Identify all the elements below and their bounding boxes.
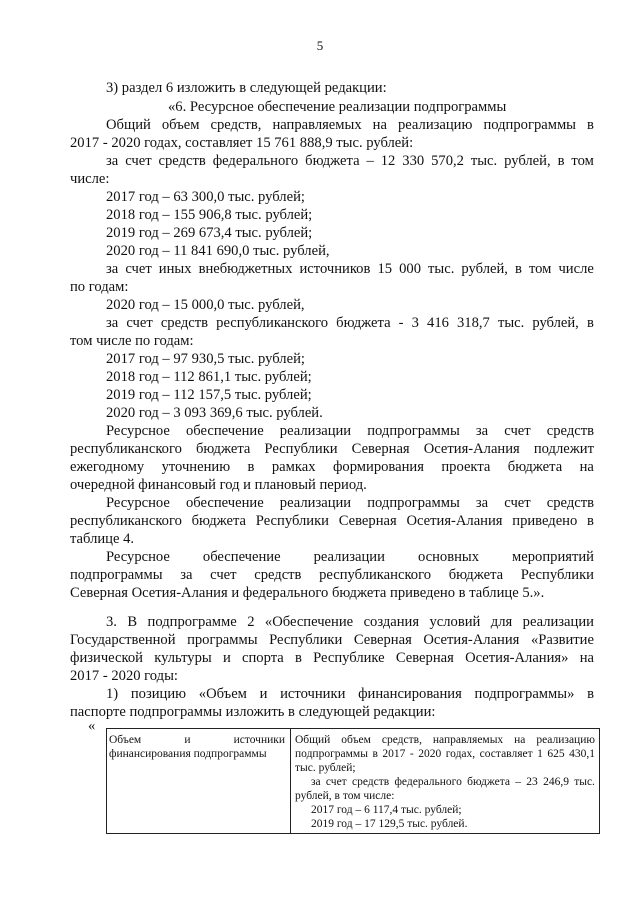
word: внебюджетных bbox=[198, 261, 293, 277]
word: Общий bbox=[106, 117, 151, 133]
word: источники bbox=[233, 734, 285, 746]
word: Северная bbox=[353, 632, 412, 648]
word: в bbox=[587, 513, 594, 529]
text-line bbox=[106, 117, 594, 133]
word: Республики bbox=[264, 441, 338, 457]
word: для bbox=[490, 614, 513, 630]
text-line: 2020 год – 3 093 369,6 тыс. рублей. bbox=[106, 405, 323, 421]
text-line: 2017 год – 97 930,5 тыс. рублей; bbox=[106, 351, 305, 367]
word: программы bbox=[187, 632, 258, 648]
word: 23 bbox=[526, 776, 538, 788]
word: тыс. bbox=[497, 315, 525, 331]
text-line: таблице 4. bbox=[70, 531, 135, 547]
word: направляемых bbox=[432, 734, 504, 746]
text-line: паспорте подпрограммы изложить в следующей редакции: bbox=[70, 704, 436, 720]
word: в bbox=[587, 686, 594, 702]
word: бюджета bbox=[467, 776, 511, 788]
word: реализации bbox=[522, 614, 594, 630]
text-line: 2020 год – 15 000,0 тыс. рублей, bbox=[106, 297, 305, 313]
word: за bbox=[475, 495, 489, 511]
word: и bbox=[184, 734, 191, 746]
word: федерального bbox=[394, 776, 462, 788]
word: в bbox=[587, 117, 594, 133]
word: Республики bbox=[520, 567, 594, 583]
word: 318,7 bbox=[457, 315, 490, 331]
word: проекта bbox=[441, 459, 491, 475]
word: В bbox=[127, 614, 138, 630]
word: - bbox=[398, 315, 404, 331]
word: 12 bbox=[380, 153, 396, 169]
word: годах, bbox=[445, 748, 476, 760]
text-line: числе: bbox=[70, 171, 110, 187]
word: Ресурсное bbox=[106, 549, 170, 565]
word: в bbox=[557, 153, 565, 169]
word: средств bbox=[158, 153, 206, 169]
word: 3. bbox=[106, 614, 117, 630]
word: Республики bbox=[269, 632, 343, 648]
word: Государственной bbox=[70, 632, 176, 648]
word: рублей, bbox=[504, 153, 551, 169]
word: Республике bbox=[313, 650, 385, 666]
word: подпрограммы bbox=[367, 423, 460, 439]
word: за bbox=[106, 261, 119, 277]
word: – bbox=[515, 776, 522, 788]
word: культуры bbox=[154, 650, 212, 666]
word: 2017 bbox=[382, 748, 406, 760]
word: и bbox=[259, 686, 268, 702]
word: реализации bbox=[279, 423, 352, 439]
word: уточнению bbox=[161, 459, 231, 475]
text-line bbox=[70, 650, 594, 666]
text-line bbox=[106, 549, 594, 565]
word: 2 bbox=[247, 614, 255, 630]
word: создания bbox=[363, 614, 420, 630]
word: и bbox=[222, 650, 231, 666]
word: обеспечение bbox=[186, 423, 264, 439]
table-right-line bbox=[295, 747, 595, 761]
word: 246,9 bbox=[543, 776, 569, 788]
word: ежегодному bbox=[70, 459, 145, 475]
word: тыс. bbox=[428, 261, 455, 277]
section-heading: «6. Ресурсное обеспечение реализации подпрограммы bbox=[168, 99, 507, 115]
word: иных bbox=[158, 261, 192, 277]
word: реализации bbox=[313, 549, 385, 565]
word: подпрограммы» bbox=[474, 686, 575, 702]
word: подлежит bbox=[533, 441, 594, 457]
text-line: 2018 год – 155 906,8 тыс. рублей; bbox=[106, 207, 313, 223]
word: позицию bbox=[130, 686, 187, 702]
word: обеспечение bbox=[202, 549, 281, 565]
word: в bbox=[514, 261, 522, 277]
text-line: 2017 - 2020 годах, составляет 15 761 888,9 тыс. рублей: bbox=[70, 135, 414, 151]
word: 1) bbox=[106, 686, 119, 702]
word: 570,2 bbox=[431, 153, 464, 169]
word: республиканского bbox=[70, 513, 182, 529]
word: основных bbox=[417, 549, 480, 565]
word: подпрограммы bbox=[295, 748, 368, 760]
text-line: по годам: bbox=[70, 279, 129, 295]
word: счет bbox=[125, 153, 152, 169]
word: 330 bbox=[402, 153, 425, 169]
word: за bbox=[475, 423, 489, 439]
word: финансирования bbox=[358, 686, 462, 702]
text-line: очередной финансовый год и плановый период. bbox=[70, 477, 367, 493]
table-left-cell bbox=[107, 729, 291, 833]
text-line bbox=[70, 459, 594, 475]
word: рублей, bbox=[461, 261, 508, 277]
word: тыс. bbox=[470, 153, 498, 169]
word: средств bbox=[160, 315, 209, 331]
text-line: 2017 - 2020 годы: bbox=[70, 668, 178, 684]
word: Республики bbox=[255, 513, 329, 529]
word: приведено bbox=[512, 513, 578, 529]
word: спорта bbox=[242, 650, 284, 666]
word: за bbox=[311, 776, 321, 788]
text-line: 3) раздел 6 изложить в следующей редакции: bbox=[106, 80, 387, 96]
word: республиканского bbox=[70, 441, 182, 457]
opening-quote: « bbox=[88, 718, 96, 734]
word: числе bbox=[558, 261, 594, 277]
table-right-line: 2017 год – 6 117,4 тыс. рублей; bbox=[311, 804, 462, 816]
word: счет bbox=[125, 261, 152, 277]
word: счет bbox=[126, 315, 153, 331]
word: реализацию bbox=[397, 117, 473, 133]
word: республиканского bbox=[216, 315, 329, 331]
word: бюджета bbox=[507, 459, 563, 475]
word: счет bbox=[504, 495, 531, 511]
text-line: 2018 год – 112 861,1 тыс. рублей; bbox=[106, 369, 312, 385]
table-right-line: рублей, в том числе: bbox=[295, 790, 395, 802]
word: счет bbox=[210, 567, 237, 583]
text-line bbox=[106, 423, 594, 439]
text-line bbox=[70, 513, 594, 529]
table-right-line bbox=[295, 733, 595, 747]
funding-table bbox=[106, 728, 600, 834]
text-line: 2020 год – 11 841 690,0 тыс. рублей, bbox=[106, 243, 330, 259]
table-right-line bbox=[311, 775, 595, 789]
word: том bbox=[571, 153, 594, 169]
word: Объем bbox=[109, 734, 142, 746]
word: Осетия-Алания bbox=[423, 632, 520, 648]
table-right-line: тыс. рублей; bbox=[295, 762, 356, 774]
word: в bbox=[586, 315, 594, 331]
text-line: 2019 год – 269 673,4 тыс. рублей; bbox=[106, 225, 313, 241]
word: Северная bbox=[338, 513, 397, 529]
text-line: 2017 год – 63 300,0 тыс. рублей; bbox=[106, 189, 305, 205]
word: рамках bbox=[271, 459, 316, 475]
word: бюджета bbox=[336, 315, 391, 331]
word: рублей, bbox=[532, 315, 579, 331]
word: в bbox=[372, 748, 378, 760]
word: – bbox=[366, 153, 374, 169]
word: средств, bbox=[210, 117, 262, 133]
text-line bbox=[106, 686, 594, 702]
word: «Объем bbox=[198, 686, 247, 702]
word: 1 bbox=[537, 748, 543, 760]
text-line bbox=[106, 495, 594, 511]
word: «Обеспечение bbox=[264, 614, 354, 630]
word: условий bbox=[429, 614, 481, 630]
word: 625 bbox=[547, 748, 565, 760]
word: 3 bbox=[411, 315, 419, 331]
word: Северная bbox=[395, 650, 454, 666]
page-number: 5 bbox=[316, 38, 324, 53]
word: подпрограммы bbox=[70, 567, 163, 583]
word: средств bbox=[254, 567, 302, 583]
word: мероприятий bbox=[512, 549, 594, 565]
left-cell-line bbox=[109, 733, 285, 747]
word: средств bbox=[351, 776, 390, 788]
word: на bbox=[514, 734, 526, 746]
word: федерального bbox=[212, 153, 299, 169]
word: на bbox=[579, 459, 594, 475]
word: бюджета bbox=[195, 441, 251, 457]
text-line bbox=[70, 567, 594, 583]
word: 416 bbox=[427, 315, 449, 331]
word: формирования bbox=[332, 459, 424, 475]
word: источников bbox=[299, 261, 371, 277]
text-line bbox=[70, 632, 594, 648]
word: на bbox=[372, 117, 387, 133]
word: 15 bbox=[377, 261, 393, 277]
word: счет bbox=[504, 423, 531, 439]
text-line bbox=[106, 153, 594, 169]
word: 430,1 bbox=[569, 748, 595, 760]
word: за bbox=[180, 567, 193, 583]
word: Общий bbox=[295, 734, 331, 746]
word: Ресурсное bbox=[106, 423, 170, 439]
text-line bbox=[106, 315, 594, 331]
word: направляемых bbox=[272, 117, 362, 133]
word: реализацию bbox=[536, 734, 595, 746]
word: Осетия-Алания bbox=[406, 513, 503, 529]
word: обеспечение bbox=[186, 495, 264, 511]
word: объем bbox=[161, 117, 200, 133]
word: Осетия-Алания» bbox=[465, 650, 569, 666]
word: подпрограммы bbox=[367, 495, 460, 511]
word: «Развитие bbox=[530, 632, 594, 648]
word: в bbox=[247, 459, 255, 475]
word: 000 bbox=[399, 261, 421, 277]
word: реализации bbox=[279, 495, 352, 511]
table-right-line: 2019 год – 17 129,5 тыс. рублей. bbox=[311, 818, 468, 830]
word: том bbox=[528, 261, 552, 277]
word: на bbox=[579, 650, 594, 666]
word: счет bbox=[325, 776, 347, 788]
word: подпрограмме bbox=[147, 614, 237, 630]
word: бюджета bbox=[191, 513, 247, 529]
word: средств bbox=[546, 495, 594, 511]
word: подпрограммы bbox=[483, 117, 576, 133]
word: за bbox=[106, 315, 119, 331]
word: - bbox=[409, 748, 414, 760]
left-cell-line: финансирования подпрограммы bbox=[109, 748, 267, 760]
word: за bbox=[106, 153, 119, 169]
word: в bbox=[294, 650, 302, 666]
word: республиканского bbox=[319, 567, 432, 583]
text-line: том числе по годам: bbox=[70, 333, 194, 349]
text-line bbox=[106, 261, 594, 277]
word: бюджета bbox=[448, 567, 504, 583]
word: Ресурсное bbox=[106, 495, 170, 511]
word: 2020 bbox=[418, 748, 442, 760]
word: средств bbox=[546, 423, 594, 439]
word: Северная bbox=[351, 441, 410, 457]
word: составляет bbox=[479, 748, 533, 760]
word: источники bbox=[280, 686, 346, 702]
text-line bbox=[106, 614, 594, 630]
word: объем bbox=[341, 734, 371, 746]
text-line bbox=[70, 441, 594, 457]
text-line: 2019 год – 112 157,5 тыс. рублей; bbox=[106, 387, 312, 403]
word: Осетия-Алания bbox=[423, 441, 520, 457]
word: бюджета bbox=[305, 153, 360, 169]
word: средств, bbox=[381, 734, 422, 746]
word: тыс. bbox=[574, 776, 595, 788]
word: физической bbox=[70, 650, 143, 666]
text-line: Северная Осетия-Алания и федерального бюджета приведено в таблице 5.». bbox=[70, 585, 545, 601]
